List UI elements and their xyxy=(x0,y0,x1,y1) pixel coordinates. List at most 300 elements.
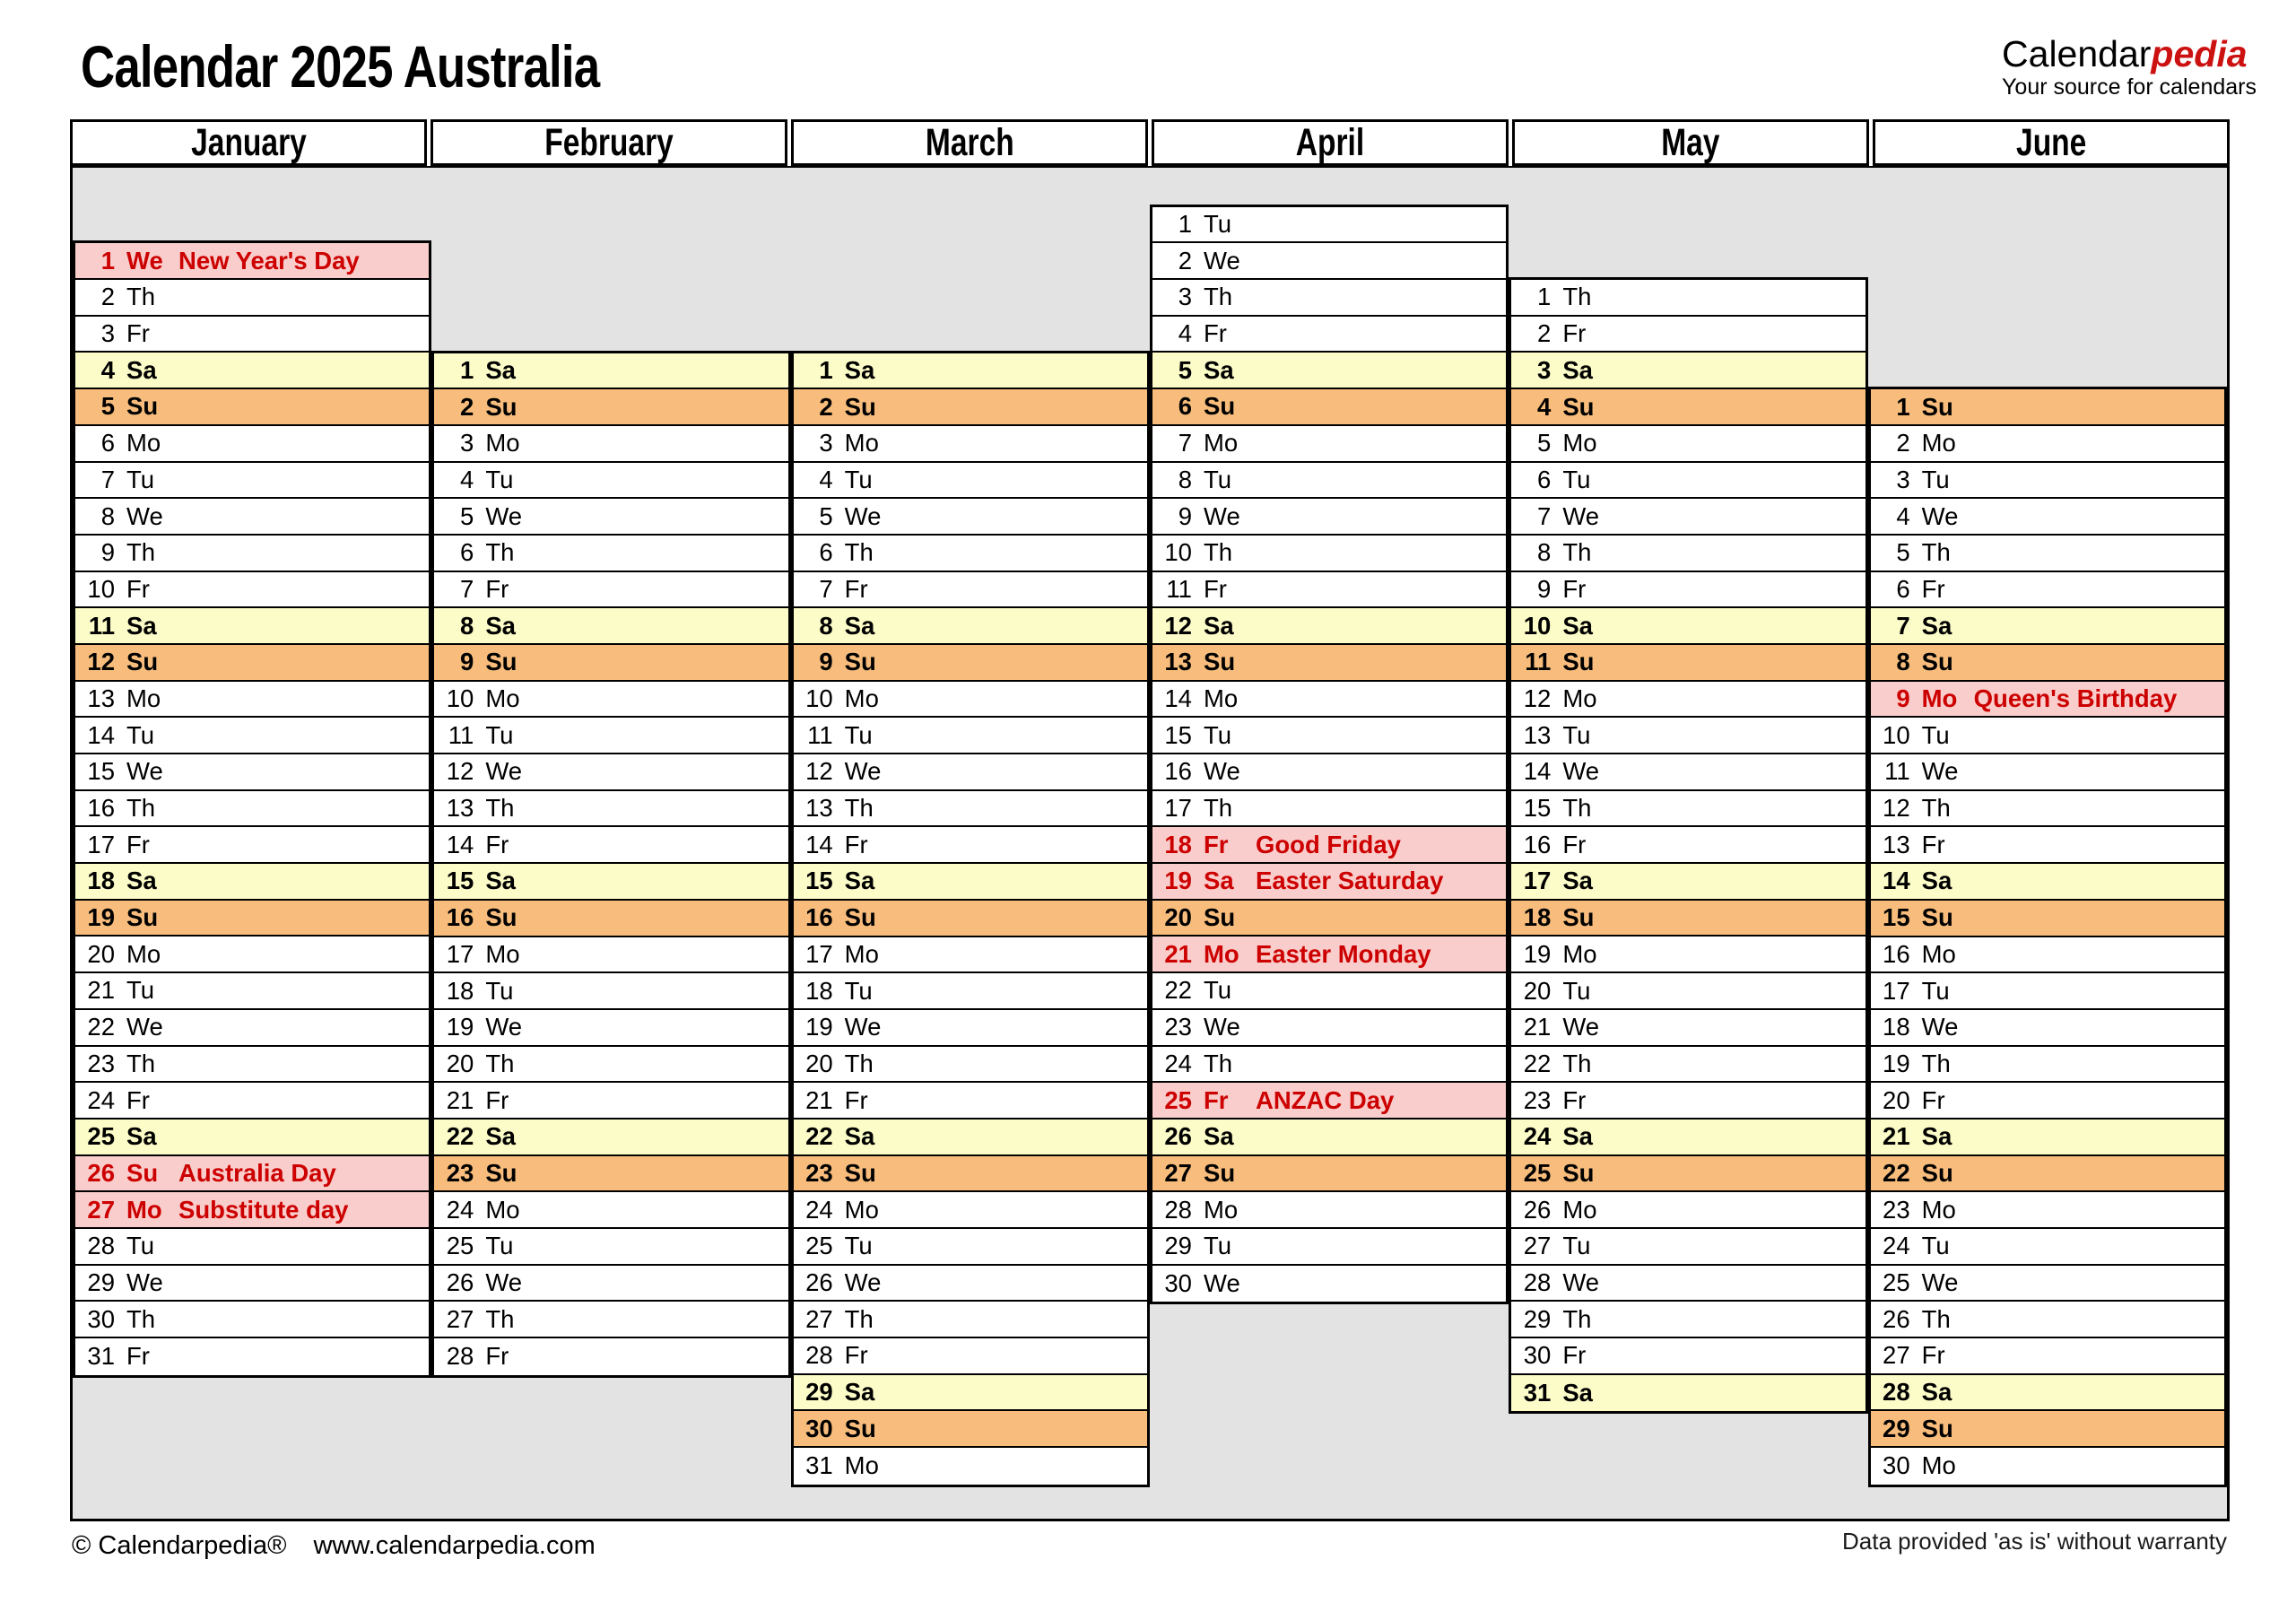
day-cell-january-20 xyxy=(75,937,429,973)
day-number: 1 xyxy=(819,355,833,384)
day-number: 6 xyxy=(100,429,115,457)
day-weekday: Su xyxy=(844,392,876,421)
day-weekday: We xyxy=(485,1013,523,1041)
day-cell-february-28 xyxy=(434,1338,787,1375)
day-cell-april-2 xyxy=(1152,243,1506,280)
day-number: 1 xyxy=(1537,283,1552,311)
day-number: 2 xyxy=(1178,246,1192,274)
day-cell-may-20 xyxy=(1511,973,1865,1010)
day-weekday: Tu xyxy=(485,1232,514,1260)
month-block-june xyxy=(1868,387,2227,1487)
day-number: 28 xyxy=(1164,1195,1192,1224)
day-number: 23 xyxy=(87,1049,115,1077)
day-cell-january-22 xyxy=(75,1010,429,1047)
day-cell-april-27 xyxy=(1152,1156,1506,1193)
day-number: 22 xyxy=(87,1013,115,1041)
day-cell-february-4 xyxy=(434,463,787,500)
month-header-may xyxy=(1512,119,1869,166)
day-weekday: Su xyxy=(1562,392,1595,421)
day-cell-january-25 xyxy=(75,1119,429,1156)
page-title-text: Calendar 2025 Australia xyxy=(81,33,600,100)
day-cell-june-14 xyxy=(1871,864,2224,901)
day-number: 29 xyxy=(1883,1414,1910,1442)
day-weekday: Fr xyxy=(844,830,868,858)
day-cell-february-23 xyxy=(434,1156,787,1193)
day-weekday: Fr xyxy=(1203,1085,1229,1114)
day-weekday: Tu xyxy=(1921,1232,1950,1260)
day-cell-may-18 xyxy=(1511,901,1865,937)
day-cell-april-17 xyxy=(1152,791,1506,828)
day-number: 27 xyxy=(1164,1158,1192,1187)
day-cell-june-28 xyxy=(1871,1375,2224,1412)
day-number: 6 xyxy=(819,538,833,567)
day-weekday: We xyxy=(485,1268,523,1297)
day-cell-march-26 xyxy=(794,1266,1147,1302)
day-weekday: Th xyxy=(126,283,156,311)
day-number: 10 xyxy=(1883,720,1910,749)
day-cell-march-8 xyxy=(794,608,1147,645)
day-number: 20 xyxy=(87,939,115,968)
day-number: 23 xyxy=(1523,1085,1552,1114)
day-weekday: Sa xyxy=(126,867,157,895)
day-weekday: We xyxy=(126,1013,163,1041)
day-weekday: Fr xyxy=(485,1085,509,1114)
day-weekday: Tu xyxy=(1203,1232,1232,1260)
day-number: 20 xyxy=(805,1049,833,1077)
day-weekday: Fr xyxy=(1921,1341,1945,1370)
day-weekday: Sa xyxy=(1921,867,1952,895)
day-cell-may-19 xyxy=(1511,937,1865,973)
day-cell-april-7 xyxy=(1152,426,1506,463)
day-weekday: Fr xyxy=(844,574,868,603)
day-weekday: Tu xyxy=(1203,210,1232,239)
month-block-january xyxy=(73,240,431,1377)
day-weekday: Sa xyxy=(126,611,157,640)
day-number: 28 xyxy=(87,1232,115,1260)
day-number: 8 xyxy=(1537,538,1552,567)
day-weekday: Fr xyxy=(1921,574,1945,603)
day-cell-april-23 xyxy=(1152,1010,1506,1047)
day-cell-june-17 xyxy=(1871,973,2224,1010)
day-number: 8 xyxy=(1896,648,1910,676)
day-cell-april-14 xyxy=(1152,682,1506,719)
day-weekday: Fr xyxy=(1562,1085,1587,1114)
day-number: 20 xyxy=(446,1049,474,1077)
day-weekday: Mo xyxy=(126,1195,162,1224)
day-weekday: Tu xyxy=(1203,976,1232,1005)
day-number: 2 xyxy=(1537,319,1552,348)
day-number: 5 xyxy=(1537,429,1552,457)
day-cell-january-7 xyxy=(75,463,429,500)
day-weekday: Th xyxy=(844,794,874,823)
day-cell-march-7 xyxy=(794,572,1147,609)
day-cell-march-30 xyxy=(794,1411,1147,1448)
day-weekday: Th xyxy=(1921,794,1951,823)
day-cell-february-16 xyxy=(434,901,787,937)
day-cell-april-15 xyxy=(1152,718,1506,754)
day-weekday: We xyxy=(844,501,882,530)
day-weekday: We xyxy=(1921,1013,1959,1041)
day-weekday: Mo xyxy=(126,429,161,457)
day-number: 23 xyxy=(805,1158,833,1187)
calendar-grid xyxy=(70,166,2230,1521)
day-weekday: Th xyxy=(1203,538,1233,567)
day-weekday: Fr xyxy=(126,1342,150,1371)
day-cell-march-1 xyxy=(794,353,1147,390)
day-number: 18 xyxy=(87,867,115,895)
day-cell-march-18 xyxy=(794,973,1147,1010)
day-number: 16 xyxy=(1164,757,1192,786)
footer-left xyxy=(72,1531,596,1561)
day-number: 14 xyxy=(1164,684,1192,712)
day-cell-may-28 xyxy=(1511,1266,1865,1302)
day-number: 23 xyxy=(1164,1013,1192,1041)
day-cell-march-27 xyxy=(794,1302,1147,1338)
month-header-june xyxy=(1873,119,2230,166)
day-cell-june-6 xyxy=(1871,572,2224,609)
day-number: 24 xyxy=(1523,1122,1552,1151)
day-cell-june-5 xyxy=(1871,536,2224,572)
day-number: 3 xyxy=(1896,465,1910,493)
day-weekday: Sa xyxy=(844,1122,875,1151)
month-block-april xyxy=(1150,205,1509,1305)
day-cell-may-27 xyxy=(1511,1229,1865,1266)
day-number: 3 xyxy=(460,429,474,457)
day-number: 13 xyxy=(87,684,115,712)
day-weekday: Sa xyxy=(844,1378,875,1407)
day-number: 16 xyxy=(446,903,474,932)
day-weekday: Su xyxy=(844,1414,876,1442)
logo-word-black: Calendar xyxy=(2002,33,2152,74)
day-weekday: Su xyxy=(1562,648,1595,676)
day-cell-april-25 xyxy=(1152,1083,1506,1119)
day-weekday: Su xyxy=(485,392,517,421)
holiday-name: Substitute day xyxy=(178,1195,349,1224)
day-cell-march-20 xyxy=(794,1047,1147,1084)
day-weekday: Sa xyxy=(1562,1122,1593,1151)
day-weekday: Fr xyxy=(1921,1085,1945,1114)
day-weekday: Sa xyxy=(844,355,875,384)
day-cell-january-18 xyxy=(75,864,429,901)
day-number: 30 xyxy=(1523,1341,1552,1370)
day-weekday: Mo xyxy=(1921,684,1958,713)
day-cell-april-30 xyxy=(1152,1266,1506,1302)
day-cell-february-10 xyxy=(434,682,787,719)
day-cell-april-18 xyxy=(1152,827,1506,864)
day-number: 17 xyxy=(1523,867,1552,895)
day-cell-february-18 xyxy=(434,973,787,1010)
day-cell-february-27 xyxy=(434,1302,787,1338)
day-number: 4 xyxy=(819,465,833,493)
day-cell-june-15 xyxy=(1871,901,2224,937)
day-cell-january-1 xyxy=(75,243,429,280)
day-number: 16 xyxy=(1883,939,1910,968)
day-weekday: Su xyxy=(485,903,517,932)
month-header-label: May xyxy=(1661,120,1720,164)
day-cell-may-30 xyxy=(1511,1338,1865,1375)
day-cell-may-13 xyxy=(1511,718,1865,754)
day-weekday: Fr xyxy=(485,830,509,858)
day-cell-april-3 xyxy=(1152,280,1506,317)
day-weekday: We xyxy=(844,757,882,786)
day-number: 13 xyxy=(1164,648,1192,676)
day-weekday: Sa xyxy=(1562,1379,1593,1407)
day-number: 14 xyxy=(1523,757,1552,786)
day-weekday: Tu xyxy=(1562,976,1591,1005)
day-number: 11 xyxy=(88,611,115,640)
day-cell-january-16 xyxy=(75,791,429,828)
website-link[interactable]: www.calendarpedia.com xyxy=(313,1531,596,1560)
day-number: 22 xyxy=(1164,976,1192,1005)
day-cell-april-8 xyxy=(1152,463,1506,500)
day-weekday: Fr xyxy=(1562,1341,1587,1370)
day-number: 21 xyxy=(1883,1122,1910,1151)
day-cell-january-9 xyxy=(75,536,429,572)
day-weekday: Su xyxy=(844,903,876,932)
day-weekday: Mo xyxy=(1562,1195,1597,1224)
day-cell-june-27 xyxy=(1871,1338,2224,1375)
day-number: 3 xyxy=(100,319,115,348)
day-number: 31 xyxy=(805,1451,833,1480)
day-number: 12 xyxy=(1883,794,1910,823)
holiday-name: ANZAC Day xyxy=(1255,1085,1395,1114)
day-cell-january-11 xyxy=(75,608,429,645)
day-cell-march-22 xyxy=(794,1119,1147,1156)
day-weekday: Sa xyxy=(1203,867,1234,895)
day-number: 10 xyxy=(446,684,474,713)
day-cell-april-11 xyxy=(1152,572,1506,609)
day-number: 5 xyxy=(819,501,833,530)
day-cell-february-12 xyxy=(434,754,787,791)
day-number: 12 xyxy=(1164,611,1192,640)
day-number: 22 xyxy=(805,1122,833,1151)
day-cell-june-9 xyxy=(1871,682,2224,719)
day-number: 25 xyxy=(1523,1158,1552,1187)
day-cell-may-1 xyxy=(1511,280,1865,317)
day-cell-june-7 xyxy=(1871,608,2224,645)
day-number: 20 xyxy=(1523,976,1552,1005)
day-cell-april-19 xyxy=(1152,864,1506,901)
day-number: 20 xyxy=(1883,1085,1910,1114)
day-cell-january-28 xyxy=(75,1229,429,1266)
day-number: 25 xyxy=(1883,1268,1910,1297)
day-number: 4 xyxy=(1537,392,1552,421)
day-number: 22 xyxy=(1883,1158,1910,1187)
day-cell-april-16 xyxy=(1152,754,1506,791)
day-weekday: Sa xyxy=(485,611,516,640)
day-weekday: Th xyxy=(1921,1304,1951,1333)
day-number: 18 xyxy=(1164,830,1192,858)
day-weekday: Sa xyxy=(1921,1378,1952,1407)
calendar-table xyxy=(70,119,2230,1521)
logo-tagline: Your source for calendars xyxy=(2002,74,2257,100)
day-number: 2 xyxy=(100,283,115,311)
day-cell-may-12 xyxy=(1511,682,1865,719)
day-weekday: Sa xyxy=(1562,355,1593,384)
month-header-row xyxy=(70,119,2230,166)
day-cell-march-4 xyxy=(794,463,1147,500)
day-number: 21 xyxy=(1164,939,1192,968)
day-number: 1 xyxy=(460,355,474,384)
day-weekday: Sa xyxy=(485,355,516,384)
day-cell-february-3 xyxy=(434,426,787,463)
day-weekday: Su xyxy=(126,1158,159,1187)
day-number: 8 xyxy=(819,611,833,640)
day-weekday: Su xyxy=(485,648,517,676)
day-weekday: We xyxy=(844,1268,882,1297)
day-number: 7 xyxy=(100,465,115,493)
holiday-name: Good Friday xyxy=(1255,830,1401,858)
day-cell-february-21 xyxy=(434,1083,787,1119)
day-weekday: Mo xyxy=(485,939,520,968)
day-cell-june-20 xyxy=(1871,1083,2224,1119)
day-weekday: Th xyxy=(485,1049,515,1077)
day-number: 7 xyxy=(1896,611,1910,640)
day-weekday: Fr xyxy=(126,830,150,858)
day-number: 14 xyxy=(805,830,833,858)
day-number: 1 xyxy=(100,246,115,274)
day-weekday: Su xyxy=(1921,1158,1953,1187)
day-weekday: Su xyxy=(485,1158,517,1187)
day-weekday: Tu xyxy=(1921,465,1950,493)
day-weekday: Mo xyxy=(1562,684,1597,712)
day-number: 6 xyxy=(1178,392,1192,421)
day-number: 3 xyxy=(1178,283,1192,311)
day-number: 31 xyxy=(1523,1379,1552,1407)
day-number: 27 xyxy=(1523,1232,1552,1260)
day-number: 11 xyxy=(1525,648,1552,676)
day-cell-april-12 xyxy=(1152,608,1506,645)
day-weekday: Sa xyxy=(1562,611,1593,640)
day-cell-february-8 xyxy=(434,608,787,645)
day-number: 9 xyxy=(460,648,474,676)
day-weekday: Su xyxy=(1203,903,1236,932)
day-cell-may-31 xyxy=(1511,1375,1865,1412)
day-weekday: Mo xyxy=(1203,429,1239,457)
day-cell-january-8 xyxy=(75,499,429,536)
day-cell-may-8 xyxy=(1511,536,1865,572)
day-weekday: Fr xyxy=(126,319,150,348)
day-number: 13 xyxy=(446,794,474,823)
day-weekday: Tu xyxy=(126,720,155,749)
day-cell-january-2 xyxy=(75,280,429,317)
day-number: 29 xyxy=(1523,1304,1552,1333)
month-header-label: January xyxy=(190,120,307,164)
day-weekday: Sa xyxy=(126,355,157,384)
day-number: 10 xyxy=(805,684,833,713)
holiday-name: Queen's Birthday xyxy=(1973,684,2178,713)
day-number: 19 xyxy=(1523,939,1552,968)
day-weekday: Mo xyxy=(844,684,879,713)
day-cell-january-5 xyxy=(75,389,429,426)
day-number: 29 xyxy=(87,1268,115,1296)
month-header-label: February xyxy=(544,120,674,164)
day-cell-june-2 xyxy=(1871,426,2224,463)
day-weekday: Tu xyxy=(1562,1232,1591,1260)
day-weekday: Mo xyxy=(485,1195,520,1224)
day-cell-march-29 xyxy=(794,1375,1147,1412)
day-number: 11 xyxy=(1166,574,1192,603)
day-cell-june-13 xyxy=(1871,827,2224,864)
day-weekday: Fr xyxy=(1203,574,1227,603)
day-number: 24 xyxy=(446,1195,474,1224)
day-cell-april-26 xyxy=(1152,1119,1506,1156)
day-number: 9 xyxy=(1178,501,1192,530)
day-cell-february-25 xyxy=(434,1229,787,1266)
day-cell-february-14 xyxy=(434,827,787,864)
day-weekday: Mo xyxy=(1562,429,1597,457)
day-weekday: Fr xyxy=(1921,830,1945,858)
day-weekday: Mo xyxy=(1203,939,1239,968)
day-number: 22 xyxy=(446,1122,474,1151)
day-number: 15 xyxy=(1523,794,1552,823)
day-cell-april-5 xyxy=(1152,353,1506,389)
day-cell-january-13 xyxy=(75,682,429,719)
day-cell-march-17 xyxy=(794,937,1147,974)
day-weekday: Tu xyxy=(485,465,514,493)
day-cell-march-15 xyxy=(794,864,1147,901)
day-number: 6 xyxy=(1896,574,1910,603)
day-weekday: We xyxy=(1921,1268,1959,1297)
day-number: 5 xyxy=(1178,355,1192,384)
day-weekday: Th xyxy=(126,1049,156,1077)
day-weekday: Sa xyxy=(126,1122,157,1151)
day-cell-june-24 xyxy=(1871,1229,2224,1266)
day-cell-january-21 xyxy=(75,973,429,1010)
day-weekday: Tu xyxy=(844,1232,873,1260)
day-number: 18 xyxy=(805,976,833,1005)
month-header-january xyxy=(70,119,427,166)
day-number: 10 xyxy=(87,574,115,603)
day-cell-may-4 xyxy=(1511,389,1865,426)
day-cell-april-13 xyxy=(1152,645,1506,682)
day-number: 12 xyxy=(446,757,474,786)
day-cell-march-5 xyxy=(794,499,1147,536)
day-weekday: Tu xyxy=(485,720,514,749)
day-number: 27 xyxy=(87,1195,115,1224)
day-cell-may-10 xyxy=(1511,608,1865,645)
day-number: 2 xyxy=(460,392,474,421)
day-weekday: We xyxy=(126,501,163,530)
day-number: 7 xyxy=(819,574,833,603)
day-number: 8 xyxy=(460,611,474,640)
day-weekday: Sa xyxy=(844,867,875,895)
day-cell-january-19 xyxy=(75,901,429,937)
day-cell-march-25 xyxy=(794,1229,1147,1266)
day-number: 28 xyxy=(446,1342,474,1371)
day-weekday: Tu xyxy=(844,465,873,493)
day-cell-february-20 xyxy=(434,1047,787,1084)
day-weekday: Su xyxy=(126,648,159,676)
day-cell-june-8 xyxy=(1871,645,2224,682)
day-number: 4 xyxy=(460,465,474,493)
day-cell-may-7 xyxy=(1511,499,1865,536)
day-cell-february-22 xyxy=(434,1119,787,1156)
day-number: 14 xyxy=(87,720,115,749)
day-number: 15 xyxy=(1164,720,1192,749)
day-weekday: Th xyxy=(1203,794,1233,823)
day-number: 22 xyxy=(1523,1049,1552,1077)
day-number: 13 xyxy=(1523,720,1552,749)
day-cell-may-16 xyxy=(1511,827,1865,864)
day-number: 11 xyxy=(448,720,474,749)
day-cell-april-6 xyxy=(1152,389,1506,426)
day-cell-june-16 xyxy=(1871,937,2224,974)
day-weekday: We xyxy=(485,501,523,530)
day-weekday: Su xyxy=(1921,392,1953,421)
day-weekday: Mo xyxy=(844,1195,879,1224)
day-cell-april-1 xyxy=(1152,207,1506,244)
